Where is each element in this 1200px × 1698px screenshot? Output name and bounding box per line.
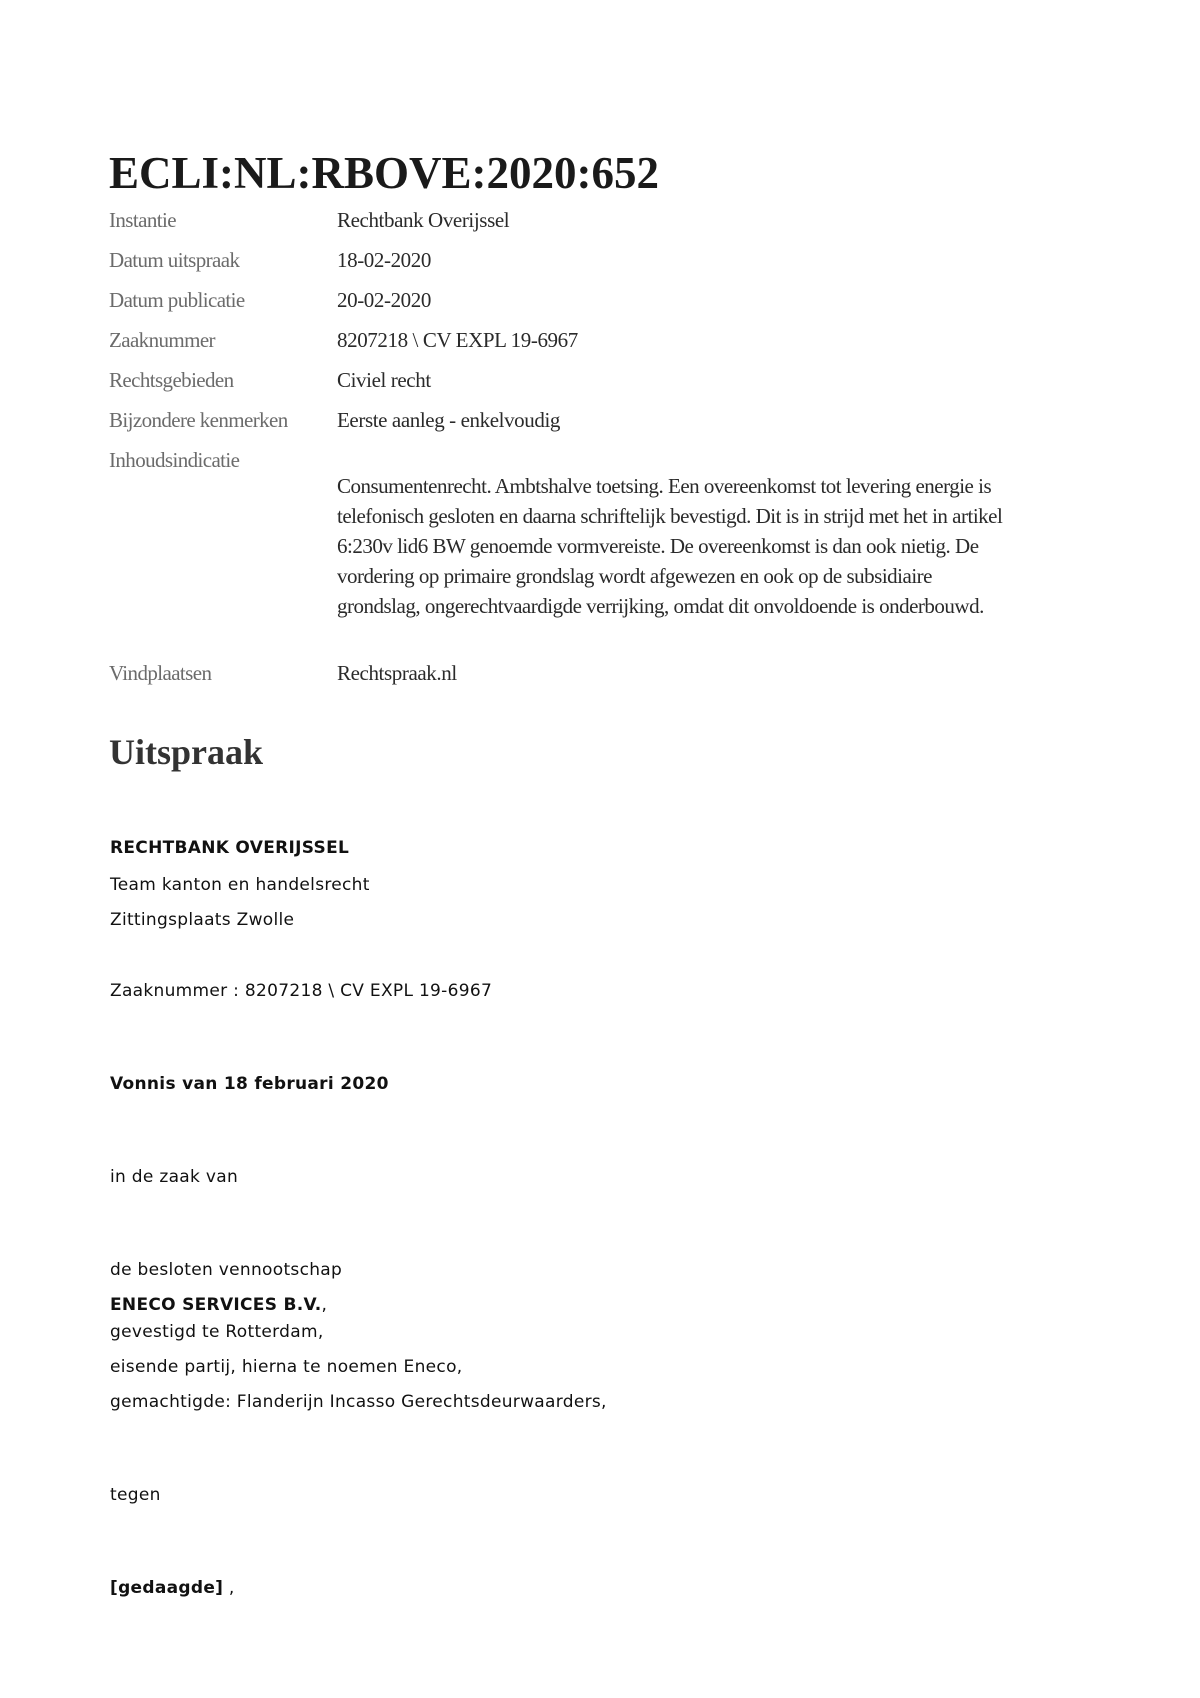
plaintiff-name-line	[110, 1294, 327, 1316]
meta-label: Datum uitspraak	[109, 248, 240, 272]
company-type: de besloten vennootschap	[110, 1260, 343, 1280]
court-name: RECHTBANK OVERIJSSEL	[110, 838, 350, 858]
meta-label: Datum publicatie	[109, 288, 245, 312]
team-line: Team kanton en handelsrecht	[110, 875, 370, 895]
defendant-line	[110, 1577, 235, 1599]
plaintiff-name: ENECO SERVICES B.V.	[110, 1295, 322, 1315]
source-link[interactable]: Rechtspraak.nl	[337, 661, 457, 685]
summary-line: telefonisch gesloten en daarna schriftelijk bevestigd. Dit is in strijd met het in artikel	[337, 504, 1003, 528]
section-heading-uitspraak: Uitspraak	[109, 732, 264, 772]
meta-label: Zaaknummer	[109, 328, 215, 352]
case-number-line: Zaaknummer : 8207218 \ CV EXPL 19-6967	[110, 981, 493, 1001]
defendant-name: [gedaagde]	[110, 1578, 224, 1598]
plaintiff-seat: gevestigd te Rotterdam,	[110, 1322, 324, 1342]
meta-value: 20-02-2020	[337, 288, 431, 312]
against-line: tegen	[110, 1485, 161, 1505]
plaintiff-comma: ,	[321, 1295, 328, 1315]
meta-value: Rechtbank Overijssel	[337, 208, 510, 232]
judgment-date: Vonnis van 18 februari 2020	[110, 1074, 389, 1094]
summary-line: grondslag, ongerechtvaardigde verrijking, omdat dit onvoldoende is onderbouwd.	[337, 594, 984, 618]
meta-label: Inhoudsindicatie	[109, 448, 240, 472]
meta-label: Rechtsgebieden	[109, 368, 234, 392]
summary-line: 6:230v lid6 BW genoemde vormvereiste. De overeenkomst is dan ook nietig. De	[337, 534, 979, 558]
meta-value: Civiel recht	[337, 368, 431, 392]
summary-line: vordering op primaire grondslag wordt afgewezen en ook op de subsidiaire	[337, 564, 932, 588]
meta-label: Bijzondere kenmerken	[109, 408, 288, 432]
meta-value: 18-02-2020	[337, 248, 431, 272]
summary-line: Consumentenrecht. Ambtshalve toetsing. Een overeenkomst tot levering energie is	[337, 474, 992, 498]
defendant-suffix: ,	[223, 1578, 235, 1598]
meta-value: Eerste aanleg - enkelvoudig	[337, 408, 561, 432]
plaintiff-role: eisende partij, hierna te noemen Eneco,	[110, 1357, 463, 1377]
plaintiff-agent: gemachtigde: Flanderijn Incasso Gerechtsdeurwaarders,	[110, 1392, 607, 1412]
summary-text	[337, 471, 1097, 621]
document-title: ECLI:NL:RBOVE:2020:652	[109, 148, 660, 198]
meta-value: 8207218 \ CV EXPL 19-6967	[337, 328, 578, 352]
location-line: Zittingsplaats Zwolle	[110, 910, 295, 930]
in-the-case-of: in de zaak van	[110, 1167, 239, 1187]
meta-label: Vindplaatsen	[109, 661, 212, 685]
meta-label: Instantie	[109, 208, 176, 232]
